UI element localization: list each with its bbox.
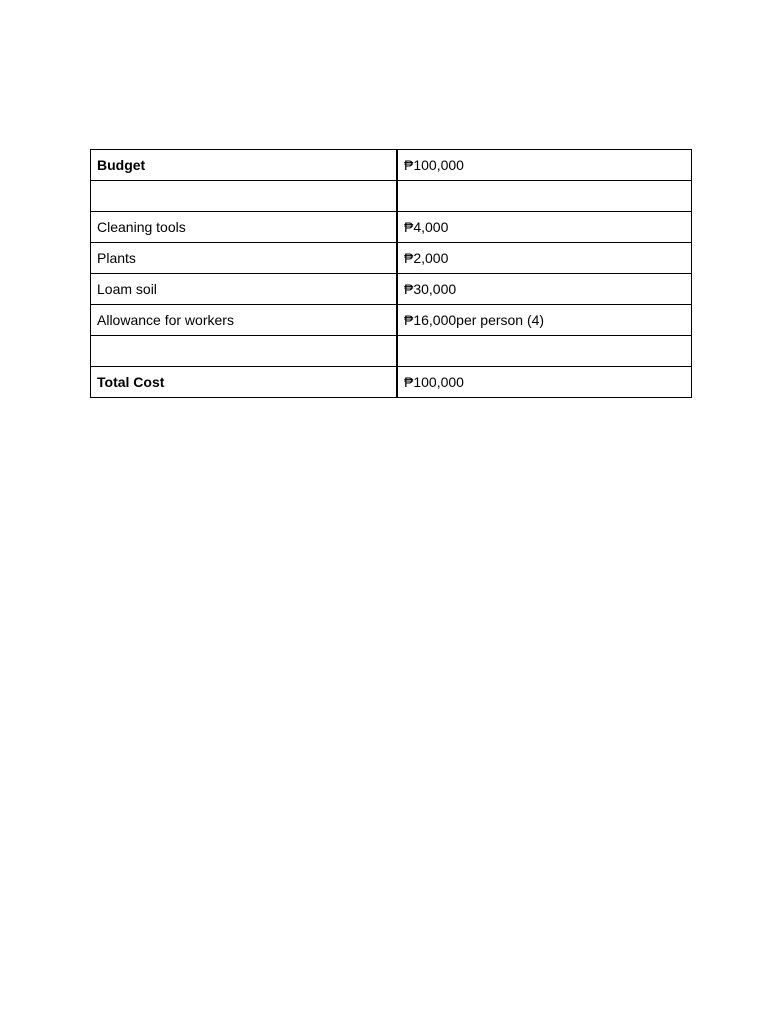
table-row-allowance	[91, 305, 692, 336]
budget-amount: ₱100,000	[397, 150, 692, 181]
total-cost-amount: ₱100,000	[397, 367, 692, 398]
table-row-plants	[91, 243, 692, 274]
table-row-cleaning-tools	[91, 212, 692, 243]
cleaning-tools-amount: ₱4,000	[397, 212, 692, 243]
loam-soil-amount: ₱30,000	[397, 274, 692, 305]
table-row-empty	[91, 336, 692, 367]
total-cost-label: Total Cost	[91, 367, 398, 398]
table-row-total-cost	[91, 367, 692, 398]
table-row-budget	[91, 150, 692, 181]
loam-soil-label: Loam soil	[91, 274, 398, 305]
table-cell-empty	[91, 181, 398, 212]
allowance-label: Allowance for workers	[91, 305, 398, 336]
plants-amount: ₱2,000	[397, 243, 692, 274]
cleaning-tools-label: Cleaning tools	[91, 212, 398, 243]
table-row-empty	[91, 181, 692, 212]
budget-table	[90, 149, 692, 398]
table-cell-empty	[397, 336, 692, 367]
table-row-loam-soil	[91, 274, 692, 305]
allowance-amount: ₱16,000per person (4)	[397, 305, 692, 336]
plants-label: Plants	[91, 243, 398, 274]
budget-label: Budget	[91, 150, 398, 181]
table-cell-empty	[397, 181, 692, 212]
table-cell-empty	[91, 336, 398, 367]
